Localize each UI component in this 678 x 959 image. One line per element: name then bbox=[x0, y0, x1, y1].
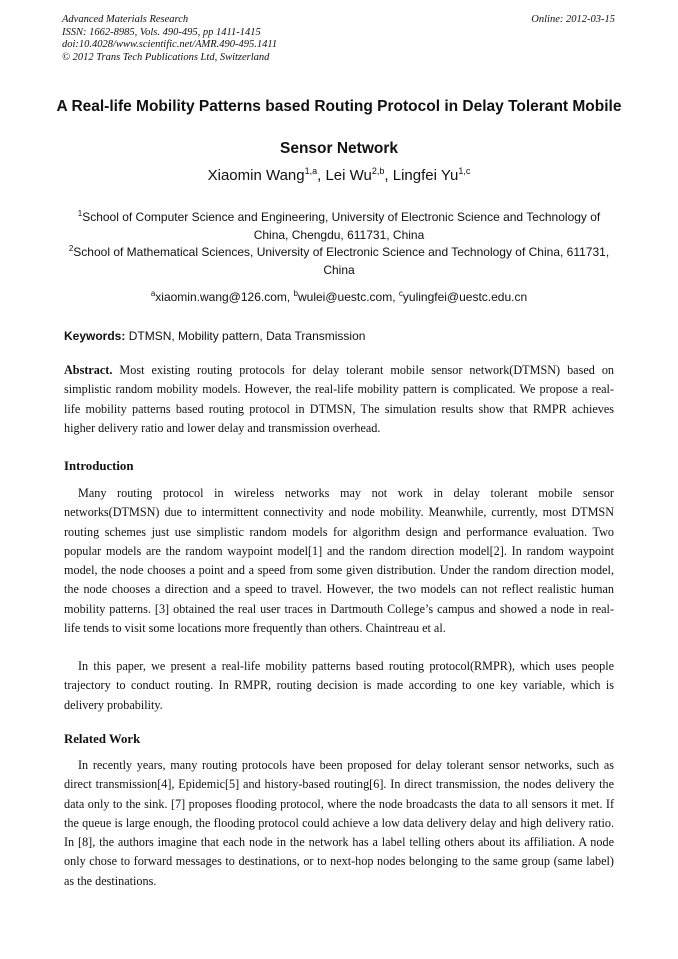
paper-title: A Real-life Mobility Patterns based Routing Protocol in Delay Tolerant Mobile Sensor Network bbox=[56, 98, 622, 157]
affiliation-superscript: 1 bbox=[77, 209, 83, 218]
author-superscript: 2,b bbox=[371, 166, 385, 176]
email-separator: , bbox=[286, 290, 294, 304]
email-separator: , bbox=[392, 290, 399, 304]
email-superscript: b bbox=[293, 289, 298, 298]
abstract-label: Abstract. bbox=[64, 363, 113, 377]
author-superscript: 1,a bbox=[304, 166, 318, 176]
affiliation-superscript: 2 bbox=[68, 244, 74, 253]
author-list: Xiaomin Wang$^{1,a}$, Lei Wu$^{2,b}$, Lingfei Yu$^{1,c}$ bbox=[207, 166, 471, 184]
doi-line: doi:10.4028/www.scientific.net/AMR.490-495.1411 bbox=[62, 39, 278, 50]
author-name: Lingfei Yu bbox=[392, 167, 459, 184]
journal-name: Advanced Materials Research bbox=[62, 14, 189, 25]
introduction-paragraph-1: Many routing protocol in wireless networks may not work in delay tolerant mobile sensor networks(DTMSN) due to intermittent connectivity and node mobility. Meanwhile, currently, most DTMSN routing schemes just use simplistic random models for algorithm design and performance evaluation. Two popular models are the random waypoint model[1] and the random direction model[2]. In random waypoint model, the node chooses a point and a speed from some given distribution. Under the random direction model, the node chooses a direction and a speed to travel. However, the two models can not reflect realistic human mobility patterns. [3] obtained the real user traces in Dartmouth College’s campus and showed a node in real-life tends to visit some locations more frequently than others. Chaintreau et al. bbox=[64, 486, 614, 636]
keywords-text: DTMSN, Mobility pattern, Data Transmission bbox=[128, 329, 366, 343]
author-name: Xiaomin Wang bbox=[207, 167, 305, 184]
introduction-paragraph-2: In this paper, we present a real-life mobility patterns based routing protocol(RMPR), which uses people trajectory to conduct routing. In RMPR, routing decision is made according to one key variable, which is delivery probability. bbox=[64, 659, 614, 712]
affiliation-text: School of Computer Science and Engineering, University of Electronic Science and Technology of China, Chengdu, 611731, China bbox=[82, 210, 601, 242]
abstract-text: Most existing routing protocols for delay tolerant mobile sensor network(DTMSN) based on simplistic random mobility models. However, the real-life mobility pattern is complicated. We propose a real-life mobility patterns based routing protocol in DTMSN, The simulation results show that RMPR achieves higher delivery ratio and lower delay and transmission overhead. bbox=[64, 363, 615, 435]
section-heading-related-work: Related Work bbox=[64, 732, 141, 746]
author-emails bbox=[62, 289, 616, 306]
author-superscript: 1,c bbox=[458, 166, 471, 176]
affiliation-2 bbox=[62, 244, 616, 279]
keywords-line bbox=[64, 328, 614, 345]
abstract-paragraph bbox=[64, 361, 614, 438]
issn-line: ISSN: 1662-8985, Vols. 490-495, pp 1411-1415 bbox=[62, 26, 261, 38]
online-date: Online: 2012-03-15 bbox=[531, 14, 615, 25]
affiliations bbox=[62, 209, 616, 279]
section-heading-introduction: Introduction bbox=[64, 459, 134, 473]
email-superscript: a bbox=[150, 289, 156, 298]
email-address[interactable]: yulingfei@uestc.edu.cn bbox=[402, 290, 528, 304]
email-superscript: c bbox=[398, 289, 403, 298]
email-address[interactable]: xiaomin.wang@126.com bbox=[155, 290, 287, 304]
affiliation-1 bbox=[62, 209, 616, 244]
email-address[interactable]: wulei@uestc.com bbox=[298, 290, 393, 304]
related-work-paragraph-1: In recently years, many routing protocols have been proposed for delay tolerant sensor networks, such as direct transmission[4], Epidemic[5] and history-based routing[6]. In direct transmission, the nodes delivery the data only to the sink. [7] proposes flooding protocol, where the node broadcasts the data to all sensors it met. If the queue is large enough, the flooding protocol could achieve a low data delivery delay and high delivery ratio. In [8], the authors imagine that each node in the network has a label telling others about its affiliation. A node only chose to forward messages to destinations, or to next-hop nodes belonging to the same group (same label) as the destinations. bbox=[64, 758, 614, 888]
copyright-line: © 2012 Trans Tech Publications Ltd, Switzerland bbox=[62, 51, 270, 63]
author-name: Lei Wu bbox=[325, 167, 372, 184]
affiliation-text: School of Mathematical Sciences, University of Electronic Science and Technology of China, 611731, China bbox=[73, 245, 610, 277]
keywords-label: Keywords: bbox=[64, 329, 126, 343]
journal-metadata bbox=[62, 14, 422, 64]
